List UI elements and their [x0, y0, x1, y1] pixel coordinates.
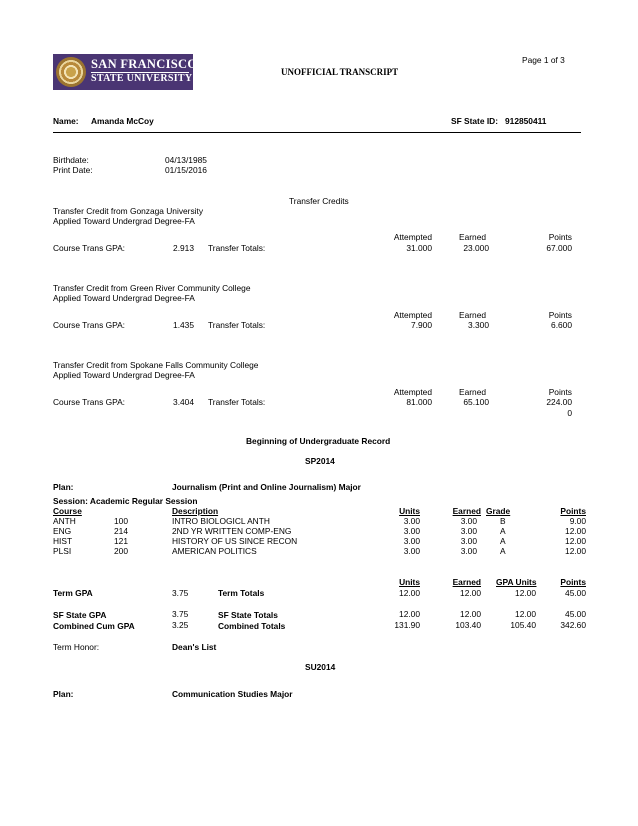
transfer-applied: Applied Toward Undergrad Degree-FA	[53, 216, 195, 226]
units-header: Units	[399, 506, 420, 516]
session-label: Session: Academic Regular Session	[53, 496, 198, 506]
transfer-source: Transfer Credit from Green River Community College	[53, 283, 251, 293]
totals-gpa-units-header: GPA Units	[496, 577, 537, 587]
document-title: UNOFFICIAL TRANSCRIPT	[281, 67, 399, 77]
course-earned: 3.00	[460, 546, 477, 556]
name-label: Name:	[53, 116, 79, 126]
term-gpa-units: 12.00	[515, 588, 536, 598]
course-description: AMERICAN POLITICS	[172, 546, 257, 556]
cum-earned: 103.40	[455, 620, 481, 630]
transfer-source: Transfer Credit from Gonzaga University	[53, 206, 204, 216]
course-grade: B	[500, 516, 506, 526]
logo-line-1: SAN FRANCISCO	[91, 57, 198, 71]
attempted-value: 31.000	[406, 243, 432, 253]
course-header: Course	[53, 506, 82, 516]
page-number: Page 1 of 3	[522, 55, 565, 65]
description-header: Description	[172, 506, 219, 516]
attempted-header: Attempted	[393, 232, 432, 242]
course-grade: A	[500, 526, 506, 536]
cum-points: 342.60	[560, 620, 586, 630]
attempted-header: Attempted	[393, 310, 432, 320]
term-units: 12.00	[399, 588, 420, 598]
student-name: Amanda McCoy	[91, 116, 154, 126]
sf-units: 12.00	[399, 609, 420, 619]
earned-header: Earned	[452, 506, 481, 516]
sf-earned: 12.00	[460, 609, 481, 619]
term-points: 45.00	[565, 588, 586, 598]
trans-gpa: 2.913	[173, 243, 194, 253]
trans-gpa-label: Course Trans GPA:	[53, 243, 125, 253]
course-earned: 3.00	[460, 536, 477, 546]
grade-header: Grade	[486, 506, 511, 516]
term-gpa-label: Term GPA	[53, 588, 93, 598]
plan-name-2: Communication Studies Major	[172, 689, 293, 699]
points-value: 67.000	[546, 243, 572, 253]
course-units: 3.00	[403, 536, 420, 546]
course-points: 9.00	[569, 516, 586, 526]
transfer-applied: Applied Toward Undergrad Degree-FA	[53, 370, 195, 380]
points-value: 224.00	[546, 397, 572, 407]
attempted-value: 81.000	[406, 397, 432, 407]
transfer-totals-label: Transfer Totals:	[208, 320, 266, 330]
cum-gpa-label: Combined Cum GPA	[53, 621, 135, 631]
transfer-applied: Applied Toward Undergrad Degree-FA	[53, 293, 195, 303]
term-earned: 12.00	[460, 588, 481, 598]
points-value: 6.600	[551, 320, 572, 330]
points-value-wrap: 0	[567, 408, 572, 418]
course-description: 2ND YR WRITTEN COMP-ENG	[172, 526, 292, 536]
course-points: 12.00	[565, 526, 586, 536]
term-honor-label: Term Honor:	[53, 642, 100, 652]
print-date: 01/15/2016	[165, 165, 207, 175]
cum-totals-label: Combined Totals	[218, 621, 286, 631]
sf-gpa: 3.75	[172, 609, 189, 619]
transfer-source: Transfer Credit from Spokane Falls Community College	[53, 360, 259, 370]
totals-units-header: Units	[399, 577, 420, 587]
course-number: 121	[114, 536, 128, 546]
term-su2014: SU2014	[305, 662, 336, 672]
course-number: 214	[114, 526, 128, 536]
course-earned: 3.00	[460, 516, 477, 526]
course-subject: ANTH	[53, 516, 76, 526]
course-subject: PLSI	[53, 546, 72, 556]
earned-header: Earned	[459, 232, 487, 242]
term-gpa: 3.75	[172, 588, 189, 598]
trans-gpa-label: Course Trans GPA:	[53, 397, 125, 407]
totals-earned-header: Earned	[452, 577, 481, 587]
course-units: 3.00	[403, 516, 420, 526]
transfer-credits-heading: Transfer Credits	[289, 196, 349, 206]
earned-value: 65.100	[463, 397, 489, 407]
trans-gpa: 1.435	[173, 320, 194, 330]
sf-gpa-label: SF State GPA	[53, 610, 107, 620]
university-logo	[53, 54, 198, 90]
plan-label-2: Plan:	[53, 689, 74, 699]
earned-value: 23.000	[463, 243, 489, 253]
points-header: Points	[548, 387, 572, 397]
course-number: 100	[114, 516, 128, 526]
attempted-value: 7.900	[411, 320, 432, 330]
plan-label: Plan:	[53, 482, 74, 492]
course-earned: 3.00	[460, 526, 477, 536]
term-honor: Dean's List	[172, 642, 217, 652]
course-grade: A	[500, 536, 506, 546]
university-seal-icon	[56, 57, 86, 87]
cum-units: 131.90	[394, 620, 420, 630]
course-subject: HIST	[53, 536, 73, 546]
totals-points-header: Points	[560, 577, 586, 587]
term-totals-label: Term Totals	[218, 588, 265, 598]
course-units: 3.00	[403, 526, 420, 536]
term-sp2014: SP2014	[305, 456, 335, 466]
transfer-totals-label: Transfer Totals:	[208, 243, 266, 253]
course-points: 12.00	[565, 546, 586, 556]
earned-value: 3.300	[468, 320, 489, 330]
student-id: 912850411	[505, 116, 547, 126]
plan-name: Journalism (Print and Online Journalism) Major	[172, 482, 361, 492]
cum-gpa-units: 105.40	[510, 620, 536, 630]
earned-header: Earned	[459, 310, 487, 320]
sf-gpa-units: 12.00	[515, 609, 536, 619]
student-id-label: SF State ID:	[451, 116, 498, 126]
points-header: Points	[548, 232, 572, 242]
birthdate-label: Birthdate:	[53, 155, 89, 165]
record-heading: Beginning of Undergraduate Record	[246, 436, 391, 446]
attempted-header: Attempted	[393, 387, 432, 397]
header-divider	[53, 132, 581, 133]
print-date-label: Print Date:	[53, 165, 93, 175]
transfer-totals-label: Transfer Totals:	[208, 397, 266, 407]
trans-gpa: 3.404	[173, 397, 194, 407]
sf-totals-label: SF State Totals	[218, 610, 278, 620]
course-description: INTRO BIOLOGICL ANTH	[172, 516, 270, 526]
cum-gpa: 3.25	[172, 620, 189, 630]
sf-points: 45.00	[565, 609, 586, 619]
earned-header: Earned	[459, 387, 487, 397]
course-description: HISTORY OF US SINCE RECON	[172, 536, 298, 546]
points-header: Points	[560, 506, 586, 516]
course-subject: ENG	[53, 526, 72, 536]
points-header: Points	[548, 310, 572, 320]
birthdate: 04/13/1985	[165, 155, 207, 165]
trans-gpa-label: Course Trans GPA:	[53, 320, 125, 330]
logo-line-2: STATE UNIVERSITY	[91, 73, 193, 84]
course-units: 3.00	[403, 546, 420, 556]
course-points: 12.00	[565, 536, 586, 546]
course-number: 200	[114, 546, 128, 556]
course-grade: A	[500, 546, 506, 556]
